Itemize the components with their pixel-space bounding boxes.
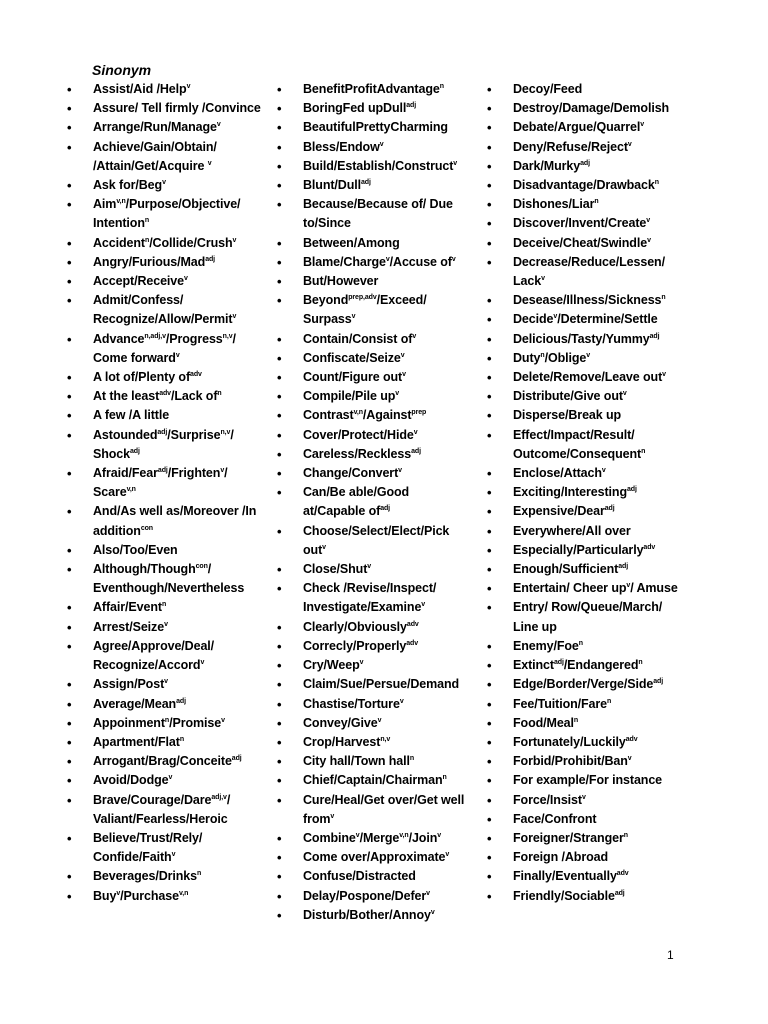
synonym-item: • Edge/Border/Verge/Side$^{adj}$ (484, 675, 689, 694)
synonym-item: • Finally/Eventually$^{adv}$ (484, 867, 689, 886)
synonym-item: • For example/For instance (484, 771, 689, 790)
synonym-item: • Dishones/Liar$^n$ (484, 195, 689, 214)
synonym-item: • Duty$^n$/Oblige$^v$ (484, 349, 689, 368)
synonym-item: • Forbid/Prohibit/Ban$^v$ (484, 752, 689, 771)
synonym-item: • Disperse/Break up (484, 406, 689, 425)
synonym-item: • Disadvantage/Drawback$^n$ (484, 176, 689, 195)
synonym-item: • Achieve/Gain/Obtain/ /Attain/Get/Acquire $^v$ (64, 138, 264, 176)
synonym-item: • Disturb/Bother/Annoy$^v$ (274, 906, 474, 925)
synonym-item: • Assist/Aid /Help$^v$ (64, 80, 264, 99)
synonym-item: • A few /A little (64, 406, 264, 425)
synonym-item: • Destroy/Damage/Demolish (484, 99, 689, 118)
synonym-item: • Debate/Argue/Quarrel$^v$ (484, 118, 689, 137)
synonym-item: • Close/Shut$^v$ (274, 560, 474, 579)
synonym-item: • Bless/Endow$^v$ (274, 138, 474, 157)
synonym-item: • Enough/Sufficient$^{adj}$ (484, 560, 689, 579)
synonym-item: • Delicious/Tasty/Yummy$^{adj}$ (484, 330, 689, 349)
synonym-item: • Fee/Tuition/Fare$^n$ (484, 695, 689, 714)
synonym-item: • Combine$^v$/Merge$^{v,n}$/Join$^v$ (274, 829, 474, 848)
synonym-item: • Also/Too/Even (64, 541, 264, 560)
synonym-item: • Delete/Remove/Leave out$^v$ (484, 368, 689, 387)
synonym-item: • BenefitProfitAdvantage$^n$ (274, 80, 474, 99)
synonym-item: • Food/Meal$^n$ (484, 714, 689, 733)
page-title: Sinonym (92, 62, 152, 78)
synonym-item: • BoringFed upDull$^{adj}$ (274, 99, 474, 118)
synonym-item: • Expensive/Dear$^{adj}$ (484, 502, 689, 521)
synonym-item: • Assure/ Tell firmly /Convince (64, 99, 264, 118)
synonym-item: • Avoid/Dodge$^v$ (64, 771, 264, 790)
synonym-item: • Advance$^{n,adj,v}$/Progress$^{n,v}$/ Come forward$^v$ (64, 330, 264, 368)
synonym-item: • Appoinment$^n$/Promise$^v$ (64, 714, 264, 733)
synonym-item: • Cover/Protect/Hide$^v$ (274, 426, 474, 445)
synonym-item: • Buy$^v$/Purchase$^{v,n}$ (64, 887, 264, 906)
synonym-item: • BeautifulPrettyCharming (274, 118, 474, 137)
synonym-item: • Enemy/Foe$^n$ (484, 637, 689, 656)
synonym-item: • Decrease/Reduce/Lessen/ Lack$^v$ (484, 253, 689, 291)
synonym-item: • Enclose/Attach$^v$ (484, 464, 689, 483)
synonym-item: • Aim$^{v,n}$/Purpose/Objective/ Intention$^n$ (64, 195, 264, 233)
synonym-item: • Delay/Pospone/Defer$^v$ (274, 887, 474, 906)
synonym-item: • Confuse/Distracted (274, 867, 474, 886)
synonym-item: • Force/Insist$^v$ (484, 791, 689, 810)
synonym-column-3 (484, 80, 689, 906)
synonym-item: • But/However (274, 272, 474, 291)
synonym-item: • Blame/Charge$^v$/Accuse $of^v$ (274, 253, 474, 272)
synonym-item: • Contrast$^{v,n}$/Against$^{prep}$ (274, 406, 474, 425)
synonym-item: • Deny/Refuse/Reject$^v$ (484, 138, 689, 157)
synonym-item: • Cure/Heal/Get over/Get well from$^v$ (274, 791, 474, 829)
synonym-item: • Ask for/Beg$^v$ (64, 176, 264, 195)
synonym-column-2 (274, 80, 474, 925)
synonym-item: • A lot of/Plenty $of^{adv}$ (64, 368, 264, 387)
synonym-item: • At the least$^{adv}$/Lack $of^n$ (64, 387, 264, 406)
synonym-item: • Especially/Particularly$^{adv}$ (484, 541, 689, 560)
synonym-item: • Blunt/Dull$^{adj}$ (274, 176, 474, 195)
synonym-item: • Extinct$^{adj}$/Endangered$^n$ (484, 656, 689, 675)
synonym-item: • Everywhere/All over (484, 522, 689, 541)
synonym-item: • Build/Establish/Construct$^v$ (274, 157, 474, 176)
synonym-item: • Entertain/ Cheer $up^v/$ Amuse (484, 579, 689, 598)
synonym-item: • Face/Confront (484, 810, 689, 829)
synonym-item: • Clearly/Obviously$^{adv}$ (274, 618, 474, 637)
synonym-item: • And/As well as/Moreover /In addition$^{con}$ (64, 502, 264, 540)
synonym-item: • Compile/Pile $up^v$ (274, 387, 474, 406)
synonym-item: • Discover/Invent/Create$^v$ (484, 214, 689, 233)
synonym-item: • Entry/ Row/Queue/March/ Line up (484, 598, 689, 636)
synonym-item: • Confiscate/Seize$^v$ (274, 349, 474, 368)
synonym-item: • Chastise/Torture$^v$ (274, 695, 474, 714)
synonym-item: • Correcly/Properly$^{adv}$ (274, 637, 474, 656)
synonym-item: • Choose/Select/Elect/Pick out$^v$ (274, 522, 474, 560)
synonym-item: • Accident$^n$/Collide/Crush$^v$ (64, 234, 264, 253)
synonym-item: • Admit/Confess/ Recognize/Allow/Permit$^v$ (64, 291, 264, 329)
synonym-item: • Agree/Approve/Deal/ Recognize/Accord$^v$ (64, 637, 264, 675)
synonym-item: • City hall/Town hall$^n$ (274, 752, 474, 771)
synonym-item: • Claim/Sue/Persue/Demand (274, 675, 474, 694)
synonym-item: • Beverages/Drinks$^n$ (64, 867, 264, 886)
synonym-item: • Can/Be able/Good at/Capable $of^{adj}$ (274, 483, 474, 521)
synonym-item: • Between/Among (274, 234, 474, 253)
synonym-item: • Apartment/Flat$^n$ (64, 733, 264, 752)
synonym-item: • Accept/Receive$^v$ (64, 272, 264, 291)
synonym-item: • Foreigner/Stranger$^n$ (484, 829, 689, 848)
synonym-item: • Affair/Event$^n$ (64, 598, 264, 617)
synonym-item: • Arrogant/Brag/Conceite$^{adj}$ (64, 752, 264, 771)
synonym-item: • Convey/Give$^v$ (274, 714, 474, 733)
synonym-item: • Arrange/Run/Manage$^v$ (64, 118, 264, 137)
synonym-item: • Chief/Captain/Chairman$^n$ (274, 771, 474, 790)
synonym-item: • Decoy/Feed (484, 80, 689, 99)
synonym-item: • Dark/Murky$^{adj}$ (484, 157, 689, 176)
synonym-item: • Foreign /Abroad (484, 848, 689, 867)
synonym-item: • Angry/Furious/Mad$^{adj}$ (64, 253, 264, 272)
synonym-item: • Desease/Illness/Sickness$^n$ (484, 291, 689, 310)
synonym-item: • Brave/Courage/Dare$^{adj,v}$/ Valiant/Fearless/Heroic (64, 791, 264, 829)
synonym-item: • Astounded$^{adj}$/Surprise$^{n,v}$/ Shock$^{adj}$ (64, 426, 264, 464)
synonym-item: • Distribute/Give out$^v$ (484, 387, 689, 406)
synonym-item: • Change/Convert$^v$ (274, 464, 474, 483)
synonym-item: • Beyond$^{prep,adv}$/Exceed/ Surpass$^v$ (274, 291, 474, 329)
synonym-item: • Friendly/Sociable$^{adj}$ (484, 887, 689, 906)
synonym-item: • Check /Revise/Inspect/ Investigate/Examine$^v$ (274, 579, 474, 617)
page-number: 1 (667, 948, 674, 962)
synonym-item: • Crop/Harvest$^{n,v}$ (274, 733, 474, 752)
synonym-item: • Count/Figure out$^v$ (274, 368, 474, 387)
synonym-item: • Arrest/Seize$^v$ (64, 618, 264, 637)
synonym-item: • Fortunately/Luckily$^{adv}$ (484, 733, 689, 752)
synonym-item: • Because/Because of/ Due to/Since (274, 195, 474, 233)
synonym-item: • Believe/Trust/Rely/ Confide/Faith$^v$ (64, 829, 264, 867)
synonym-item: • Average/Mean$^{adj}$ (64, 695, 264, 714)
synonym-item: • Come over/Approximate$^v$ (274, 848, 474, 867)
synonym-item: • Effect/Impact/Result/ Outcome/Consequent$^n$ (484, 426, 689, 464)
synonym-item: • Careless/Reckless$^{adj}$ (274, 445, 474, 464)
synonym-item: • Afraid/Fear$^{adj}$/Frighten$^v$/ Scare$^{v,n}$ (64, 464, 264, 502)
synonym-item: • Although/Though$^{con}$/ Eventhough/Nevertheless (64, 560, 264, 598)
synonym-item: • Exciting/Interesting$^{adj}$ (484, 483, 689, 502)
synonym-item: • Deceive/Cheat/Swindle$^v$ (484, 234, 689, 253)
synonym-item: • Contain/Consist $of^v$ (274, 330, 474, 349)
synonym-column-1 (64, 80, 264, 906)
synonym-item: • Decide$^v$/Determine/Settle (484, 310, 689, 329)
synonym-item: • Cry/Weep$^v$ (274, 656, 474, 675)
synonym-item: • Assign/Post$^v$ (64, 675, 264, 694)
